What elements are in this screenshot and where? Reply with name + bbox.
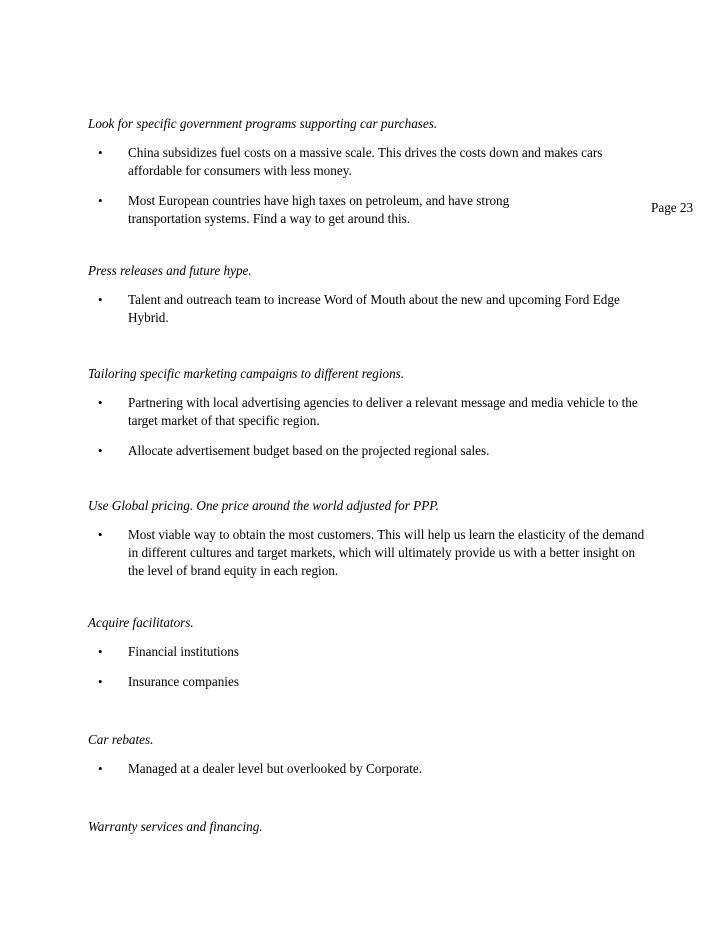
list-item-text: Talent and outreach team to increase Word of Mouth about the new and upcoming Ford Edge Hybrid.: [128, 292, 620, 325]
section-warranty: [88, 818, 648, 836]
bullet-icon: •: [98, 644, 103, 659]
list-item-text: Partnering with local advertising agencies to deliver a relevant message and media vehicle to the target market of that specific region.: [128, 395, 638, 428]
page-number: Page 23: [651, 200, 694, 215]
bullet-icon: •: [98, 145, 103, 160]
list-item-text: Allocate advertisement budget based on the projected regional sales.: [128, 443, 490, 458]
bullet-list: [88, 643, 648, 691]
list-item: [88, 526, 648, 580]
section-regional-campaigns: [88, 365, 648, 460]
list-item-text: Most European countries have high taxes on petroleum, and have strong transportation systems. Find a way to get around this.: [128, 193, 510, 226]
list-item: [88, 442, 648, 460]
bullet-icon: •: [98, 674, 103, 689]
bullet-icon: •: [98, 527, 103, 542]
list-item-text: Financial institutions: [128, 644, 239, 659]
list-item: [88, 643, 648, 661]
bullet-list: [88, 291, 648, 327]
section-global-pricing: [88, 497, 648, 580]
section-heading: Car rebates.: [88, 732, 154, 747]
section-car-rebates: [88, 731, 648, 778]
bullet-icon: •: [98, 443, 103, 458]
bullet-list: [88, 144, 648, 228]
list-item: [88, 291, 643, 327]
section-heading: Press releases and future hype.: [88, 263, 252, 278]
list-item: [88, 192, 523, 228]
list-item: [88, 144, 648, 180]
list-item-text: Managed at a dealer level but overlooked by Corporate.: [128, 761, 423, 776]
section-government-programs: [88, 115, 648, 228]
bullet-icon: •: [98, 193, 103, 208]
section-heading: Look for specific government programs supporting car purchases.: [88, 116, 438, 131]
section-heading: Tailoring specific marketing campaigns to different regions.: [88, 366, 405, 381]
bullet-icon: •: [98, 761, 103, 776]
list-item: [88, 673, 648, 691]
bullet-list: [88, 526, 648, 580]
bullet-icon: •: [98, 395, 103, 410]
bullet-icon: •: [98, 292, 103, 307]
section-heading: Acquire facilitators.: [88, 615, 194, 630]
section-heading: Use Global pricing. One price around the world adjusted for PPP.: [88, 498, 439, 513]
section-facilitators: [88, 614, 648, 691]
section-heading: Warranty services and financing.: [88, 819, 263, 834]
bullet-list: [88, 760, 648, 778]
list-item: [88, 394, 648, 430]
bullet-list: [88, 394, 648, 460]
list-item-text: Most viable way to obtain the most customers. This will help us learn the elasticity of the demand in different cultures and target markets, which will ultimately provide us with a better insight on the level of brand equity in each region.: [128, 527, 645, 578]
list-item: [88, 760, 648, 778]
list-item-text: Insurance companies: [128, 674, 239, 689]
section-press-releases: [88, 262, 648, 327]
list-item-text: China subsidizes fuel costs on a massive scale. This drives the costs down and makes cars affordable for consumers with less money.: [128, 145, 603, 178]
